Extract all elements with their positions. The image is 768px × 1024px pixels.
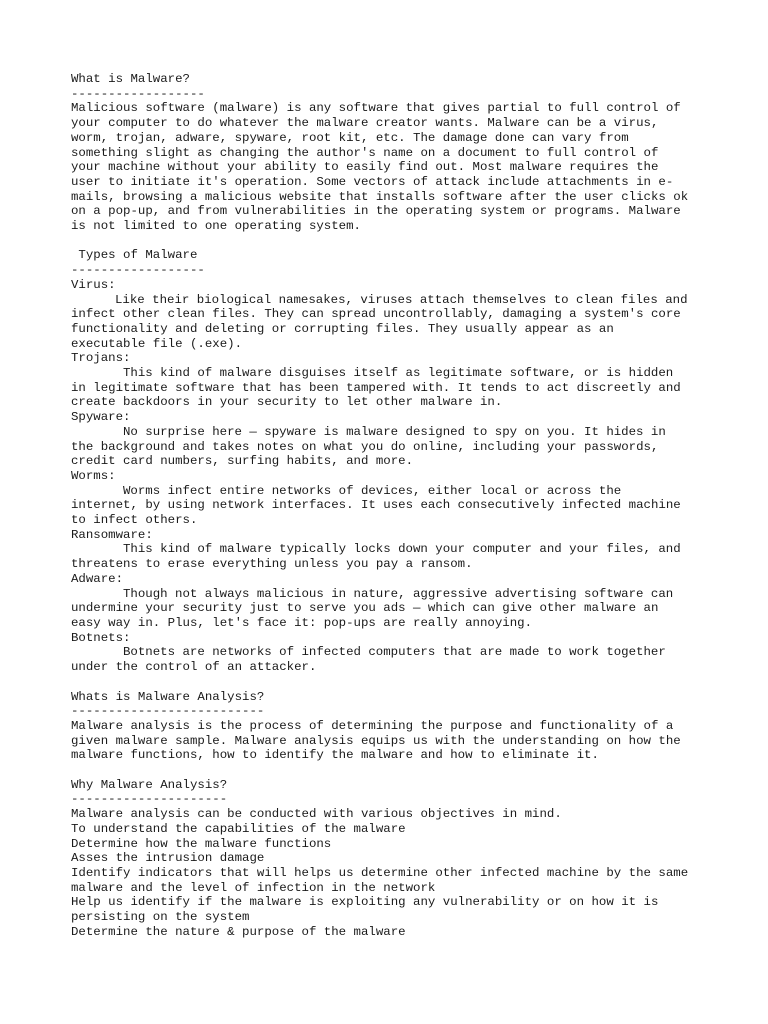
paragraph-line: on a pop-up, and from vulnerabilities in the operating system or programs. Malware xyxy=(71,204,681,219)
section-rule: --------------------- xyxy=(71,792,228,807)
list-item: Asses the intrusion damage xyxy=(71,851,265,866)
section-title-types-of-malware: Types of Malware xyxy=(71,248,198,263)
paragraph-line: worm, trojan, adware, spyware, root kit, etc. The damage done can vary from xyxy=(71,130,629,145)
type-desc-first-line: Like their biological namesakes, viruses attach themselves to clean files and xyxy=(115,292,688,307)
type-label-botnets: Botnets: xyxy=(71,630,131,645)
type-desc-first-line: Though not always malicious in nature, aggressive advertising software can xyxy=(123,586,674,601)
type-desc-line: under the control of an attacker. xyxy=(71,660,317,675)
paragraph-line: malware functions, how to identify the malware and how to eliminate it. xyxy=(71,748,599,763)
type-desc-line: undermine your security just to serve you ads — which can give other malware an xyxy=(71,601,659,616)
type-desc-first-line: This kind of malware disguises itself as legitimate software, or is hidden xyxy=(123,366,674,381)
type-desc-line: in legitimate software that has been tampered with. It tends to act discreetly and xyxy=(71,380,681,395)
type-desc-line: credit card numbers, surfing habits, and more. xyxy=(71,454,414,469)
type-desc-first-line: Worms infect entire networks of devices, either local or across the xyxy=(123,483,622,498)
section-title-what-is-malware: What is Malware? xyxy=(71,72,190,86)
list-item: Identify indicators that will helps us determine other infected machine by the same xyxy=(71,865,689,880)
paragraph-line: Malware analysis is the process of determining the purpose and functionality of a xyxy=(71,718,674,733)
blank-line xyxy=(71,234,711,249)
type-desc-line: threatens to erase everything unless you pay a ransom. xyxy=(71,557,473,572)
blank-line xyxy=(71,763,711,778)
list-item: Help us identify if the malware is exploiting any vulnerability or on how it is xyxy=(71,895,659,910)
section-rule: ------------------ xyxy=(71,86,205,101)
type-label-ransomware: Ransomware: xyxy=(71,527,153,542)
list-item: persisting on the system xyxy=(71,910,250,925)
type-desc-first-line: No surprise here — spyware is malware designed to spy on you. It hides in xyxy=(123,424,666,439)
type-desc-first-line: Botnets are networks of infected computers that are made to work together xyxy=(123,645,666,660)
paragraph-line: your machine without your ability to easily find out. Most malware requires the xyxy=(71,160,659,175)
section-rule: -------------------------- xyxy=(71,704,265,719)
type-desc-line: easy way in. Plus, let's face it: pop-ups are really annoying. xyxy=(71,616,533,630)
type-desc-line: internet, by using network interfaces. It uses each consecutively infected machine xyxy=(71,498,681,513)
type-desc-first-line: This kind of malware typically locks down your computer and your files, and xyxy=(123,542,681,557)
type-desc-line: infect other clean files. They can spread uncontrollably, damaging a system's core xyxy=(71,307,681,322)
document-body xyxy=(71,72,711,939)
paragraph-line: something slight as changing the author's name on a document to full control of xyxy=(71,145,659,160)
paragraph-line: user to initiate it's operation. Some vectors of attack include attachments in e- xyxy=(71,174,674,189)
type-desc-line: executable file (.exe). xyxy=(71,336,243,351)
paragraph-line: is not limited to one operating system. xyxy=(71,219,361,234)
type-desc-line: functionality and deleting or corrupting files. They usually appear as an xyxy=(71,321,614,336)
type-desc-line: the background and takes notes on what you do online, including your passwords, xyxy=(71,439,659,454)
list-item: Determine the nature & purpose of the malware xyxy=(71,924,406,939)
paragraph-line: mails, browsing a malicious website that installs software after the user clicks ok xyxy=(71,189,689,204)
list-item: malware and the level of infection in the network xyxy=(71,880,436,895)
type-desc-line: to infect others. xyxy=(71,513,198,528)
section-title-malware-analysis: Whats is Malware Analysis? xyxy=(71,689,265,704)
type-label-worms: Worms: xyxy=(71,468,116,483)
type-label-virus: Virus: xyxy=(71,277,116,292)
paragraph-line: your computer to do whatever the malware creator wants. Malware can be a virus, xyxy=(71,116,659,131)
type-desc-line: create backdoors in your security to let other malware in. xyxy=(71,395,503,410)
type-label-spyware: Spyware: xyxy=(71,410,131,425)
paragraph-line: given malware sample. Malware analysis equips us with the understanding on how the xyxy=(71,733,681,748)
paragraph-line: Malware analysis can be conducted with various objectives in mind. xyxy=(71,807,562,822)
section-title-why-malware-analysis: Why Malware Analysis? xyxy=(71,777,228,792)
section-rule: ------------------ xyxy=(71,263,205,278)
type-label-trojans: Trojans: xyxy=(71,351,131,366)
type-label-adware: Adware: xyxy=(71,571,124,586)
list-item: Determine how the malware functions xyxy=(71,836,332,851)
blank-line xyxy=(71,675,711,690)
list-item: To understand the capabilities of the malware xyxy=(71,821,406,836)
paragraph-line: Malicious software (malware) is any software that gives partial to full control of xyxy=(71,101,681,116)
